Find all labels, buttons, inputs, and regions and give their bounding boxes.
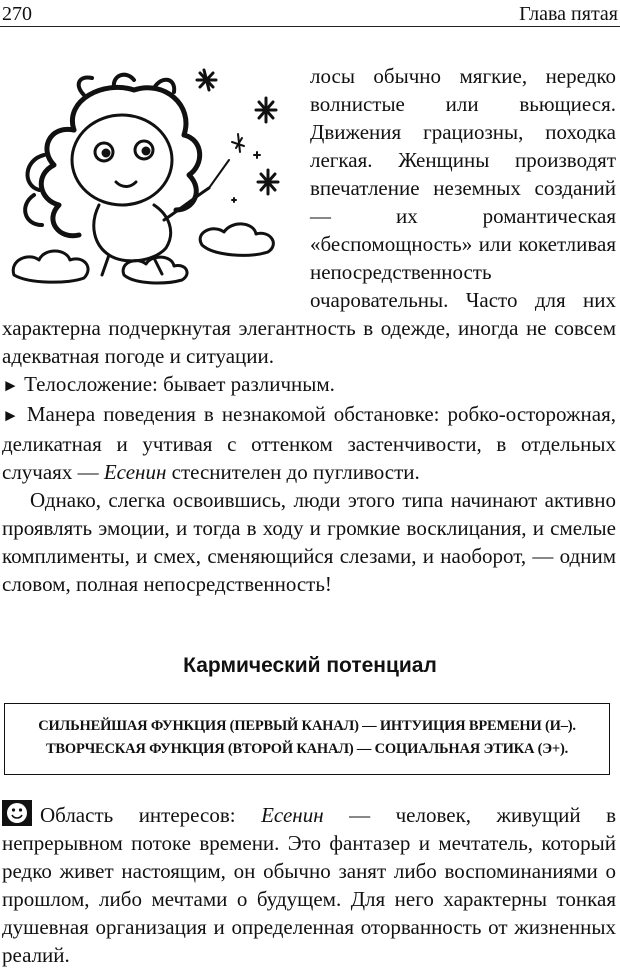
emotions-paragraph: Однако, слегка освоившись, люди этого типа начинают активно проявлять эмоции, и тогда в ходу и громкие восклицания, и смелые комплименты, и смех, сменяющийся слезами, и наоборот, — одним словом, полная непосредственность!: [2, 488, 616, 596]
creative-function-line: ТВОРЧЕСКАЯ ФУНКЦИЯ (ВТОРОЙ КАНАЛ) — СОЦИАЛЬНАЯ ЭТИКА (Э+).: [45, 741, 569, 757]
body-text: [2, 62, 616, 598]
page-number: 270: [2, 3, 32, 25]
page-header: [0, 0, 620, 27]
smiley-icon: [2, 800, 32, 826]
interests-paragraph: Область интересов: Есенин — человек, живущий в непрерывном потоке времени. Это фантазер и мечтатель, который редко живет настоящим, он обычно занят либо воспоминаниями о прошлом, либо мечтами о будущем. Для него характерны тонкая душевная организация и определенная оторванность от жизненных реалий.: [2, 800, 616, 969]
strongest-function-line: СИЛЬНЕЙШАЯ ФУНКЦИЯ (ПЕРВЫЙ КАНАЛ) — ИНТУИЦИЯ ВРЕМЕНИ (И–).: [38, 718, 576, 734]
running-title: Глава пятая: [519, 3, 618, 25]
bullet-behavior: ► Манера поведения в незнакомой обстановке: робко-осторожная, деликатная и учтивая с оттенком застенчивости, в отдельных случаях — Есенин стеснителен до пугливости.: [2, 402, 617, 484]
functions-box: [4, 703, 610, 775]
section-title: Кармический потенциал: [183, 654, 437, 677]
illustration-space: [2, 62, 310, 306]
interests-section: [2, 800, 616, 969]
triangle-bullet-icon: ►: [2, 406, 19, 425]
intro-paragraph: лосы обычно мягкие, нередко волнистые или вьющиеся. Движения грациозны, походка легкая. Женщины производят впечатление неземных созданий — их романтическая «беспомощность» или кокетливая непосредственность очаровательны. Часто для них характерна подчеркнутая элегантность в одежде, иногда не совсем адекватная погоде и ситуации.: [2, 64, 616, 368]
triangle-bullet-icon: ►: [2, 376, 19, 395]
bullet-physique: ► Телосложение: бывает различным.: [2, 372, 335, 396]
